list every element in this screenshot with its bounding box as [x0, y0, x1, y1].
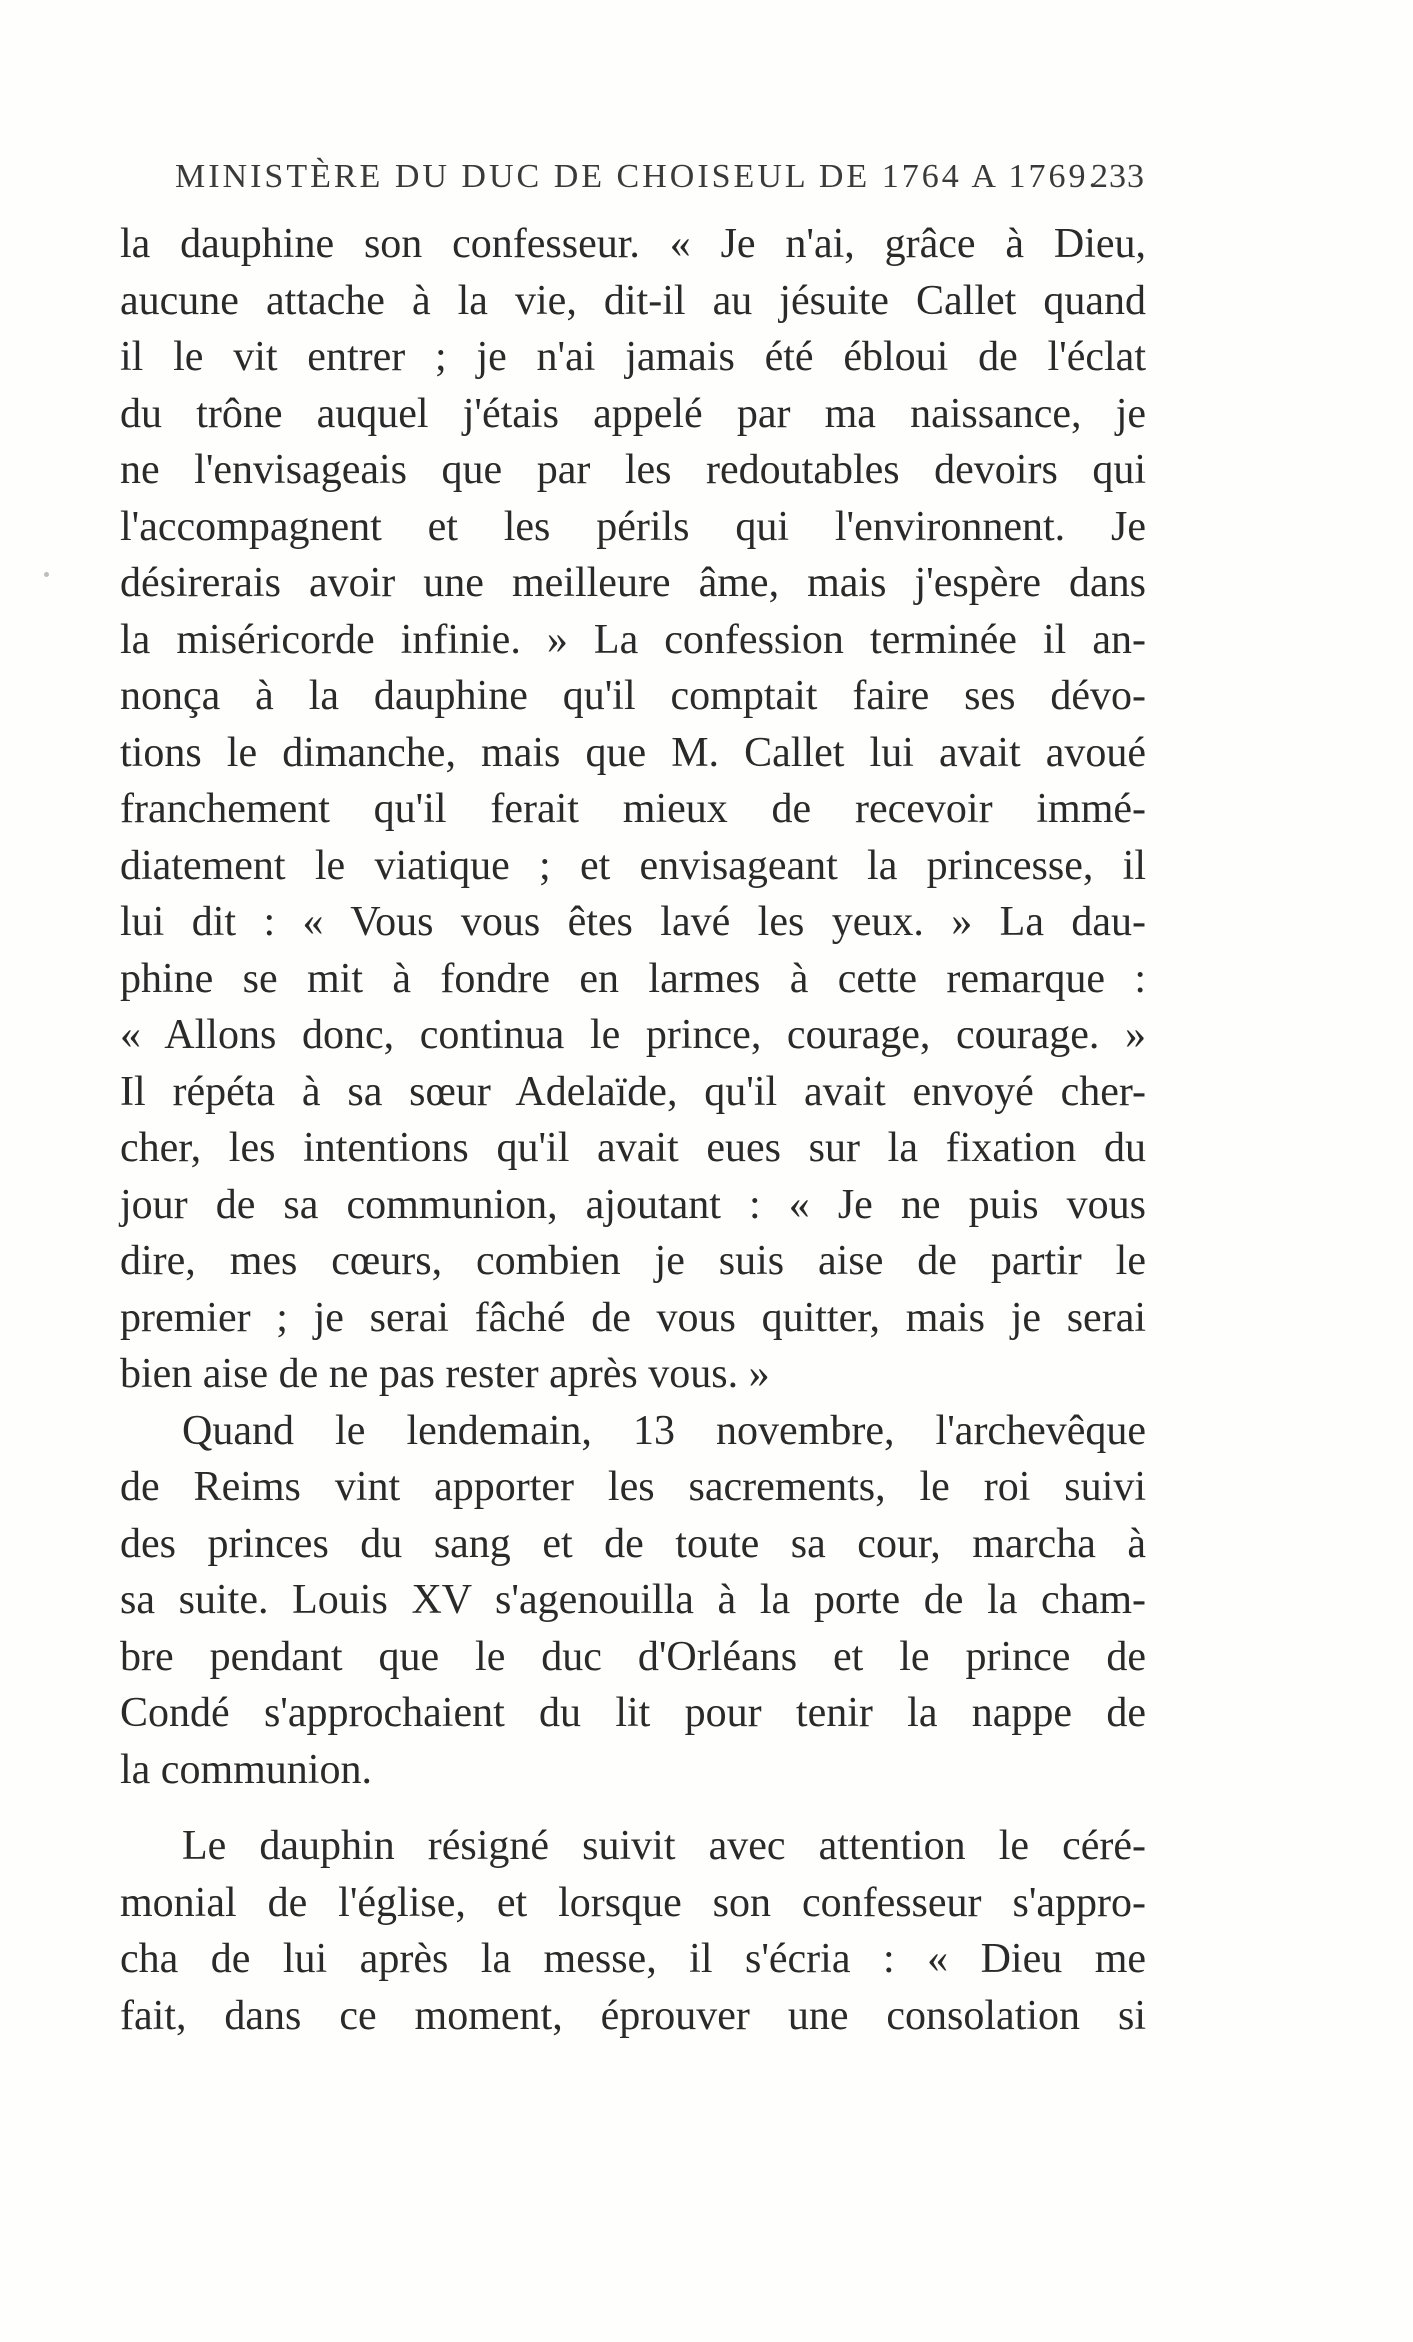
text-line: Le dauphin résigné suivit avec attention le céré-	[182, 1823, 1146, 1869]
body-text	[120, 216, 1146, 2044]
text-line: la miséricorde infinie. » La confession terminée il an-	[120, 616, 1146, 663]
text-line: l'accompagnent et les périls qui l'environnent. Je	[120, 503, 1146, 550]
paragraph-2	[120, 1403, 1146, 1799]
text-line: cha de lui après la messe, il s'écria : « Dieu me	[120, 1936, 1146, 1982]
text-line: désirerais avoir une meilleure âme, mais j'espère dans	[120, 560, 1146, 606]
text-line: tions le dimanche, mais que M. Callet lui avait avoué	[120, 729, 1146, 776]
page-number: 233	[1091, 158, 1145, 195]
text-line: premier ; je serai fâché de vous quitter, mais je serai	[120, 1294, 1146, 1341]
text-line: dire, mes cœurs, combien je suis aise de partir le	[120, 1238, 1146, 1284]
text-line: franchement qu'il ferait mieux de recevoir immé-	[120, 786, 1146, 832]
paragraph-3	[120, 1818, 1146, 2044]
text-line: bien aise de ne pas rester après vous. »	[120, 1351, 770, 1397]
text-line: Quand le lendemain, 13 novembre, l'archevêque	[182, 1407, 1146, 1454]
text-line: bre pendant que le duc d'Orléans et le prince de	[120, 1633, 1146, 1680]
text-line: lui dit : « Vous vous êtes lavé les yeux. » La dau-	[120, 899, 1146, 945]
text-line: Il répéta à sa sœur Adelaïde, qu'il avait envoyé cher-	[120, 1068, 1146, 1115]
text-line: du trône auquel j'étais appelé par ma naissance, je	[120, 390, 1146, 437]
text-line: la communion.	[120, 1746, 372, 1793]
text-line: fait, dans ce moment, éprouver une consolation si	[120, 1992, 1146, 2039]
text-line: monial de l'église, et lorsque son confesseur s'appro-	[120, 1879, 1146, 1926]
text-line: la dauphine son confesseur. « Je n'ai, grâce à Dieu,	[120, 221, 1146, 267]
text-line: cher, les intentions qu'il avait eues sur la fixation du	[120, 1125, 1146, 1171]
text-line: phine se mit à fondre en larmes à cette remarque :	[120, 955, 1146, 1002]
running-title: MINISTÈRE DU DUC DE CHOISEUL DE 1764 A 1769.	[175, 158, 1101, 195]
text-line: sa suite. Louis XV s'agenouilla à la porte de la cham-	[120, 1577, 1146, 1623]
text-line: il le vit entrer ; je n'ai jamais été ébloui de l'éclat	[120, 334, 1146, 380]
paragraph-gap	[120, 1798, 1146, 1818]
text-line: de Reims vint apporter les sacrements, le roi suivi	[120, 1464, 1146, 1510]
running-header	[175, 150, 1145, 210]
text-line: ne l'envisageais que par les redoutables devoirs qui	[120, 447, 1146, 493]
text-line: Condé s'approchaient du lit pour tenir la nappe de	[120, 1690, 1146, 1736]
text-line: des princes du sang et de toute sa cour, marcha à	[120, 1520, 1146, 1567]
text-line: diatement le viatique ; et envisageant la princesse, il	[120, 842, 1146, 889]
text-line: aucune attache à la vie, dit-il au jésuite Callet quand	[120, 277, 1146, 324]
text-line: jour de sa communion, ajoutant : « Je ne puis vous	[120, 1181, 1146, 1228]
paper-speck	[44, 572, 49, 577]
text-line: « Allons donc, continua le prince, courage, courage. »	[120, 1012, 1146, 1058]
text-line: nonça à la dauphine qu'il comptait faire ses dévo-	[120, 673, 1146, 719]
paragraph-1	[120, 216, 1146, 1403]
